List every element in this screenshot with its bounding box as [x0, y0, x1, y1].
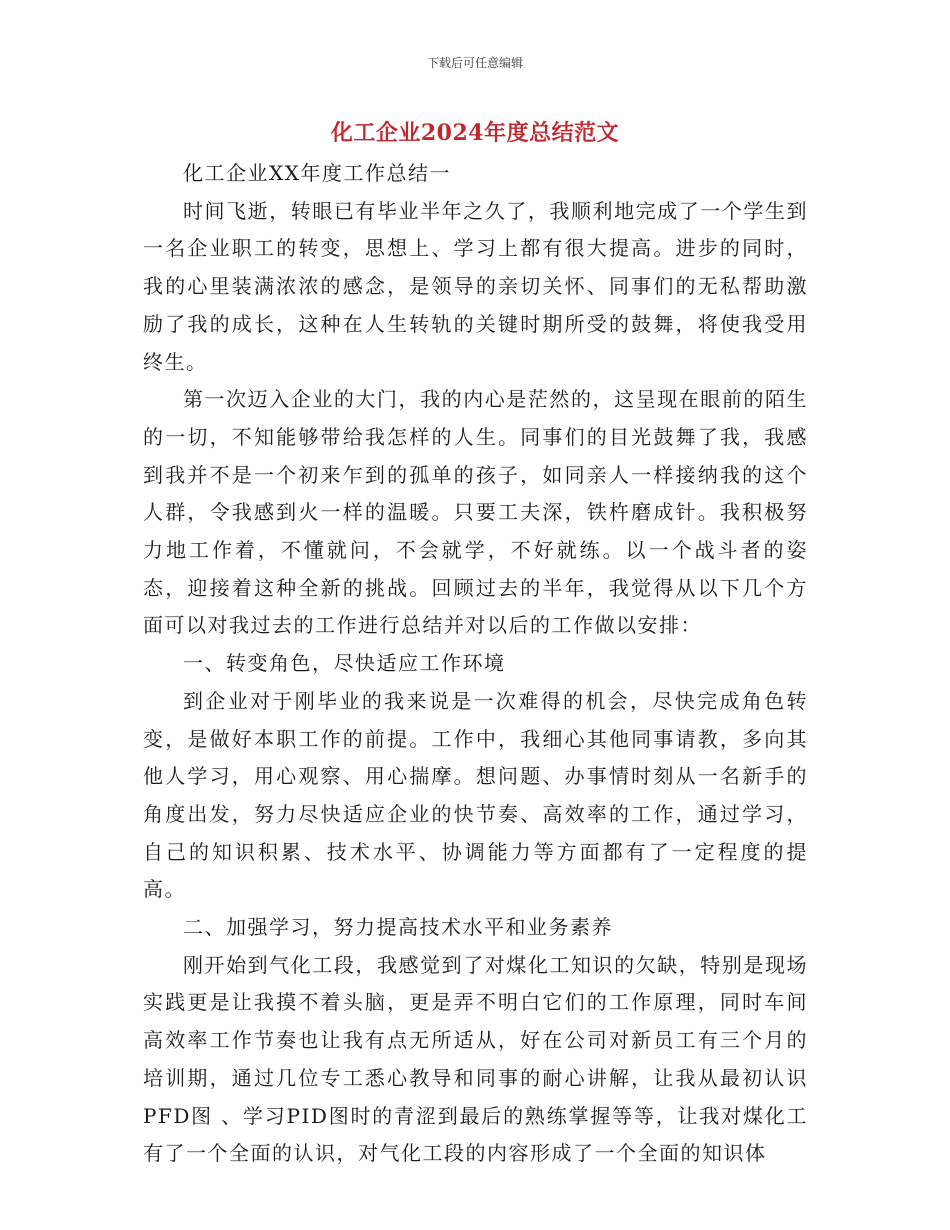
paragraph-intro: 时间飞逝，转眼已有毕业半年之久了，我顺利地完成了一个学生到一名企业职工的转变，思想上、学习上都有很大提高。进步的同时，我的心里装满浓浓的感念，是领导的亲切关怀、同事们的无私帮助激励了我的成长，这种在人生转轨的关键时期所受的鼓舞，将使我受用终生。	[143, 198, 808, 374]
header-note: 下载后可任意编辑	[426, 56, 523, 70]
paragraph-section-2: 刚开始到气化工段，我感觉到了对煤化工知识的欠缺，特别是现场实践更是让我摸不着头脑，更是弄不明白它们的工作原理，同时车间高效率工作节奏也让我有点无所适从，好在公司对新员工有三个月的培训期，通过几位专工悉心教导和同事的耐心讲解，让我从最初认识PFD图 、学习PID图时的青涩到最后的熟练掌握等等，让我对煤化工有了一个全面的认识，对气化工段的内容形成了一个全面的知识体	[143, 952, 808, 1166]
section-heading-2: 二、加强学习，努力提高技术水平和业务素养	[183, 915, 613, 940]
paragraph-first-entry: 第一次迈入企业的大门，我的内心是茫然的，这呈现在眼前的陌生的一切，不知能够带给我怎样的人生。同事们的目光鼓舞了我，我感到我并不是一个初来乍到的孤单的孩子，如同亲人一样接纳我的这个人群，令我感到火一样的温暖。只要工夫深，铁杵磨成针。我积极努力地工作着，不懂就问，不会就学，不好就练。以一个战斗者的姿态，迎接着这种全新的挑战。回顾过去的半年，我觉得从以下几个方面可以对我过去的工作进行总结并对以后的工作做以安排：	[143, 387, 808, 638]
document-body	[143, 155, 808, 1173]
document-title: 化工企业2024年度总结范文	[330, 120, 620, 146]
paragraph-section-1: 到企业对于刚毕业的我来说是一次难得的机会，尽快完成角色转变，是做好本职工作的前提。工作中，我细心其他同事请教，多向其他人学习，用心观察、用心揣摩。想问题、办事情时刻从一名新手的角度出发，努力尽快适应企业的快节奏、高效率的工作，通过学习，自己的知识积累、技术水平、协调能力等方面都有了一定程度的提高。	[143, 688, 808, 902]
paragraph-subtitle: 化工企业XX年度工作总结一	[183, 161, 451, 185]
section-heading-1: 一、转变角色，尽快适应工作环境	[183, 651, 506, 676]
